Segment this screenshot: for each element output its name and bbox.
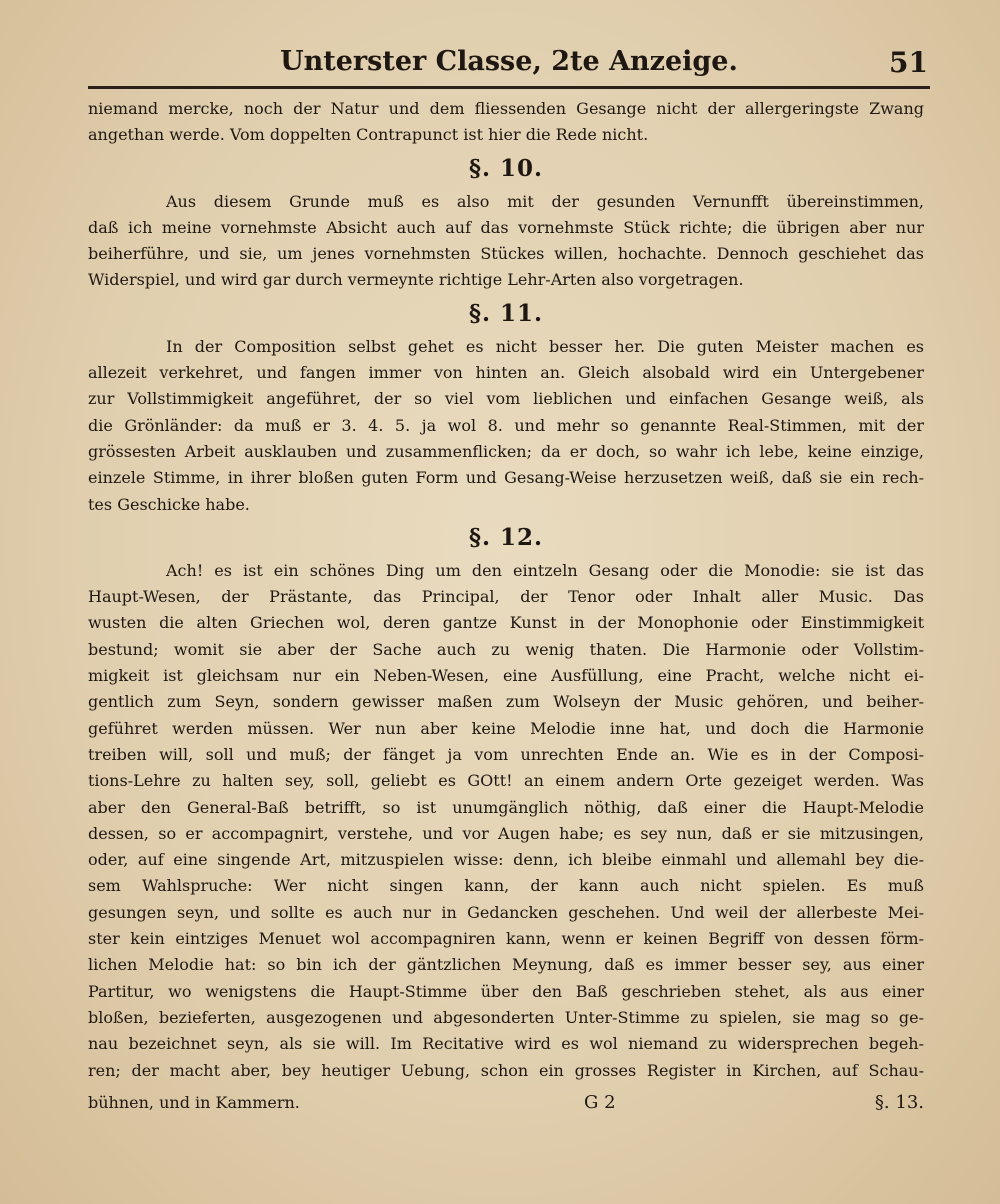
text-line: Partitur, wo wenigstens die Haupt-Stimme über den Baß geschrieben stehet, als aus einer <box>88 981 924 1001</box>
signature-mark: G 2 <box>584 1092 616 1113</box>
text-line: gesungen seyn, und sollte es auch nur in Gedancken geschehen. Und weil der allerbeste Mei- <box>88 902 924 922</box>
text-line: Haupt-Wesen, der Prästante, das Principal, der Tenor oder Inhalt aller Music. Das <box>88 587 924 607</box>
page-header <box>88 40 930 84</box>
section <box>88 149 924 294</box>
text-line: aber den General-Baß betrifft, so ist unumgänglich nöthig, daß einer die Haupt-Melodie <box>88 797 924 817</box>
text-line: migkeit ist gleichsam nur ein Neben-Wesen, eine Ausfüllung, eine Pracht, welche nicht ei- <box>88 666 924 686</box>
text-line: Ach! es ist ein schönes Ding um den eintzeln Gesang oder die Monodie: sie ist das <box>166 560 924 580</box>
text-line: angethan werde. Vom doppelten Contrapunct ist hier die Rede nicht. <box>88 125 649 145</box>
text-line: bestund; womit sie aber der Sache auch zu wenig thaten. Die Harmonie oder Vollstim- <box>88 639 924 659</box>
text-line: zur Vollstimmigkeit angeführet, der so viel vom lieblichen und einfachen Gesange weiß, als <box>88 389 924 409</box>
text-line: In der Composition selbst gehet es nicht besser her. Die guten Meister machen es <box>166 336 924 356</box>
text-line: beiherführe, und sie, um jenes vornehmsten Stückes willen, hochachte. Dennoch geschiehet das <box>88 244 924 264</box>
continued-paragraph <box>88 96 924 149</box>
text-line: gentlich zum Seyn, sondern gewisser maßen zum Wolseyn der Music gehören, und beiher- <box>88 692 924 712</box>
page-footer <box>88 1088 924 1118</box>
text-line: tions-Lehre zu halten sey, soll, geliebt es GOtt! an einem andern Orte gezeiget werden. Was <box>88 771 924 791</box>
text-line: dessen, so er accompagnirt, verstehe, und vor Augen habe; es sey nun, daß er sie mitzusingen, <box>88 823 924 843</box>
text-line: geführet werden müssen. Wer nun aber keine Melodie inne hat, und doch die Harmonie <box>88 718 924 738</box>
text-line: ren; der macht aber, bey heutiger Uebung, schon ein grosses Register in Kirchen, auf Schau- <box>88 1060 924 1080</box>
text-line: nau bezeichnet seyn, als sie will. Im Recitative wird es wol niemand zu widersprechen begeh- <box>88 1034 924 1054</box>
section-heading: §. 10. <box>468 154 544 182</box>
text-line: wusten die alten Griechen wol, deren gantze Kunst in der Monophonie oder Einstimmigkeit <box>88 613 924 633</box>
running-title: Unterster Classe, 2te Anzeige. <box>280 46 738 77</box>
text-line: lichen Melodie hat: so bin ich der gäntzlichen Meynung, daß es immer besser sey, aus einer <box>88 955 924 975</box>
section <box>88 518 924 1084</box>
section-heading: §. 11. <box>468 299 544 327</box>
text-line: treiben will, soll und muß; der fänget ja vom unrechten Ende an. Wie es in der Composi- <box>88 744 924 764</box>
text-line: einzele Stimme, in ihrer bloßen guten Form und Gesang-Weise herzusetzen weiß, daß sie ein rech- <box>88 468 924 488</box>
text-line: tes Geschicke habe. <box>88 494 250 514</box>
text-line: sem Wahlspruche: Wer nicht singen kann, der kann auch nicht spielen. Es muß <box>88 876 924 896</box>
text-line: daß ich meine vornehmste Absicht auch auf das vornehmste Stück richte; die übrigen aber nur <box>88 217 924 237</box>
page-number: 51 <box>889 46 928 79</box>
text-line: grössesten Arbeit ausklauben und zusammenflicken; da er doch, so wahr ich lebe, keine einzige, <box>88 441 924 461</box>
text-line: die Grönländer: da muß er 3. 4. 5. ja wol 8. und mehr so genannte Real-Stimmen, mit der <box>88 415 924 435</box>
text-line: allezeit verkehret, und fangen immer von hinten an. Gleich alsobald wird ein Untergebener <box>88 363 924 383</box>
section <box>88 294 924 518</box>
final-text-line: bühnen, und in Kammern. <box>88 1093 300 1112</box>
text-line: oder, auf eine singende Art, mitzuspielen wisse: denn, ich bleibe einmahl und allemahl bey die- <box>88 850 924 870</box>
text-line: Aus diesem Grunde muß es also mit der gesunden Vernunfft übereinstimmen, <box>166 191 924 211</box>
text-line: bloßen, bezieferten, ausgezogenen und abgesonderten Unter-Stimme zu spielen, sie mag so ge- <box>88 1007 924 1027</box>
catchword: §. 13. <box>874 1092 924 1113</box>
header-rule <box>88 86 930 89</box>
text-line: ster kein eintziges Menuet wol accompagniren kann, wenn er keinen Begriff von dessen förm- <box>88 929 924 949</box>
text-line: Widerspiel, und wird gar durch vermeynte richtige Lehr-Arten also vorgetragen. <box>88 270 744 290</box>
text-line: niemand mercke, noch der Natur und dem fliessenden Gesange nicht der allergeringste Zwang <box>88 99 924 118</box>
section-heading: §. 12. <box>468 523 544 551</box>
page-body <box>88 96 924 1084</box>
